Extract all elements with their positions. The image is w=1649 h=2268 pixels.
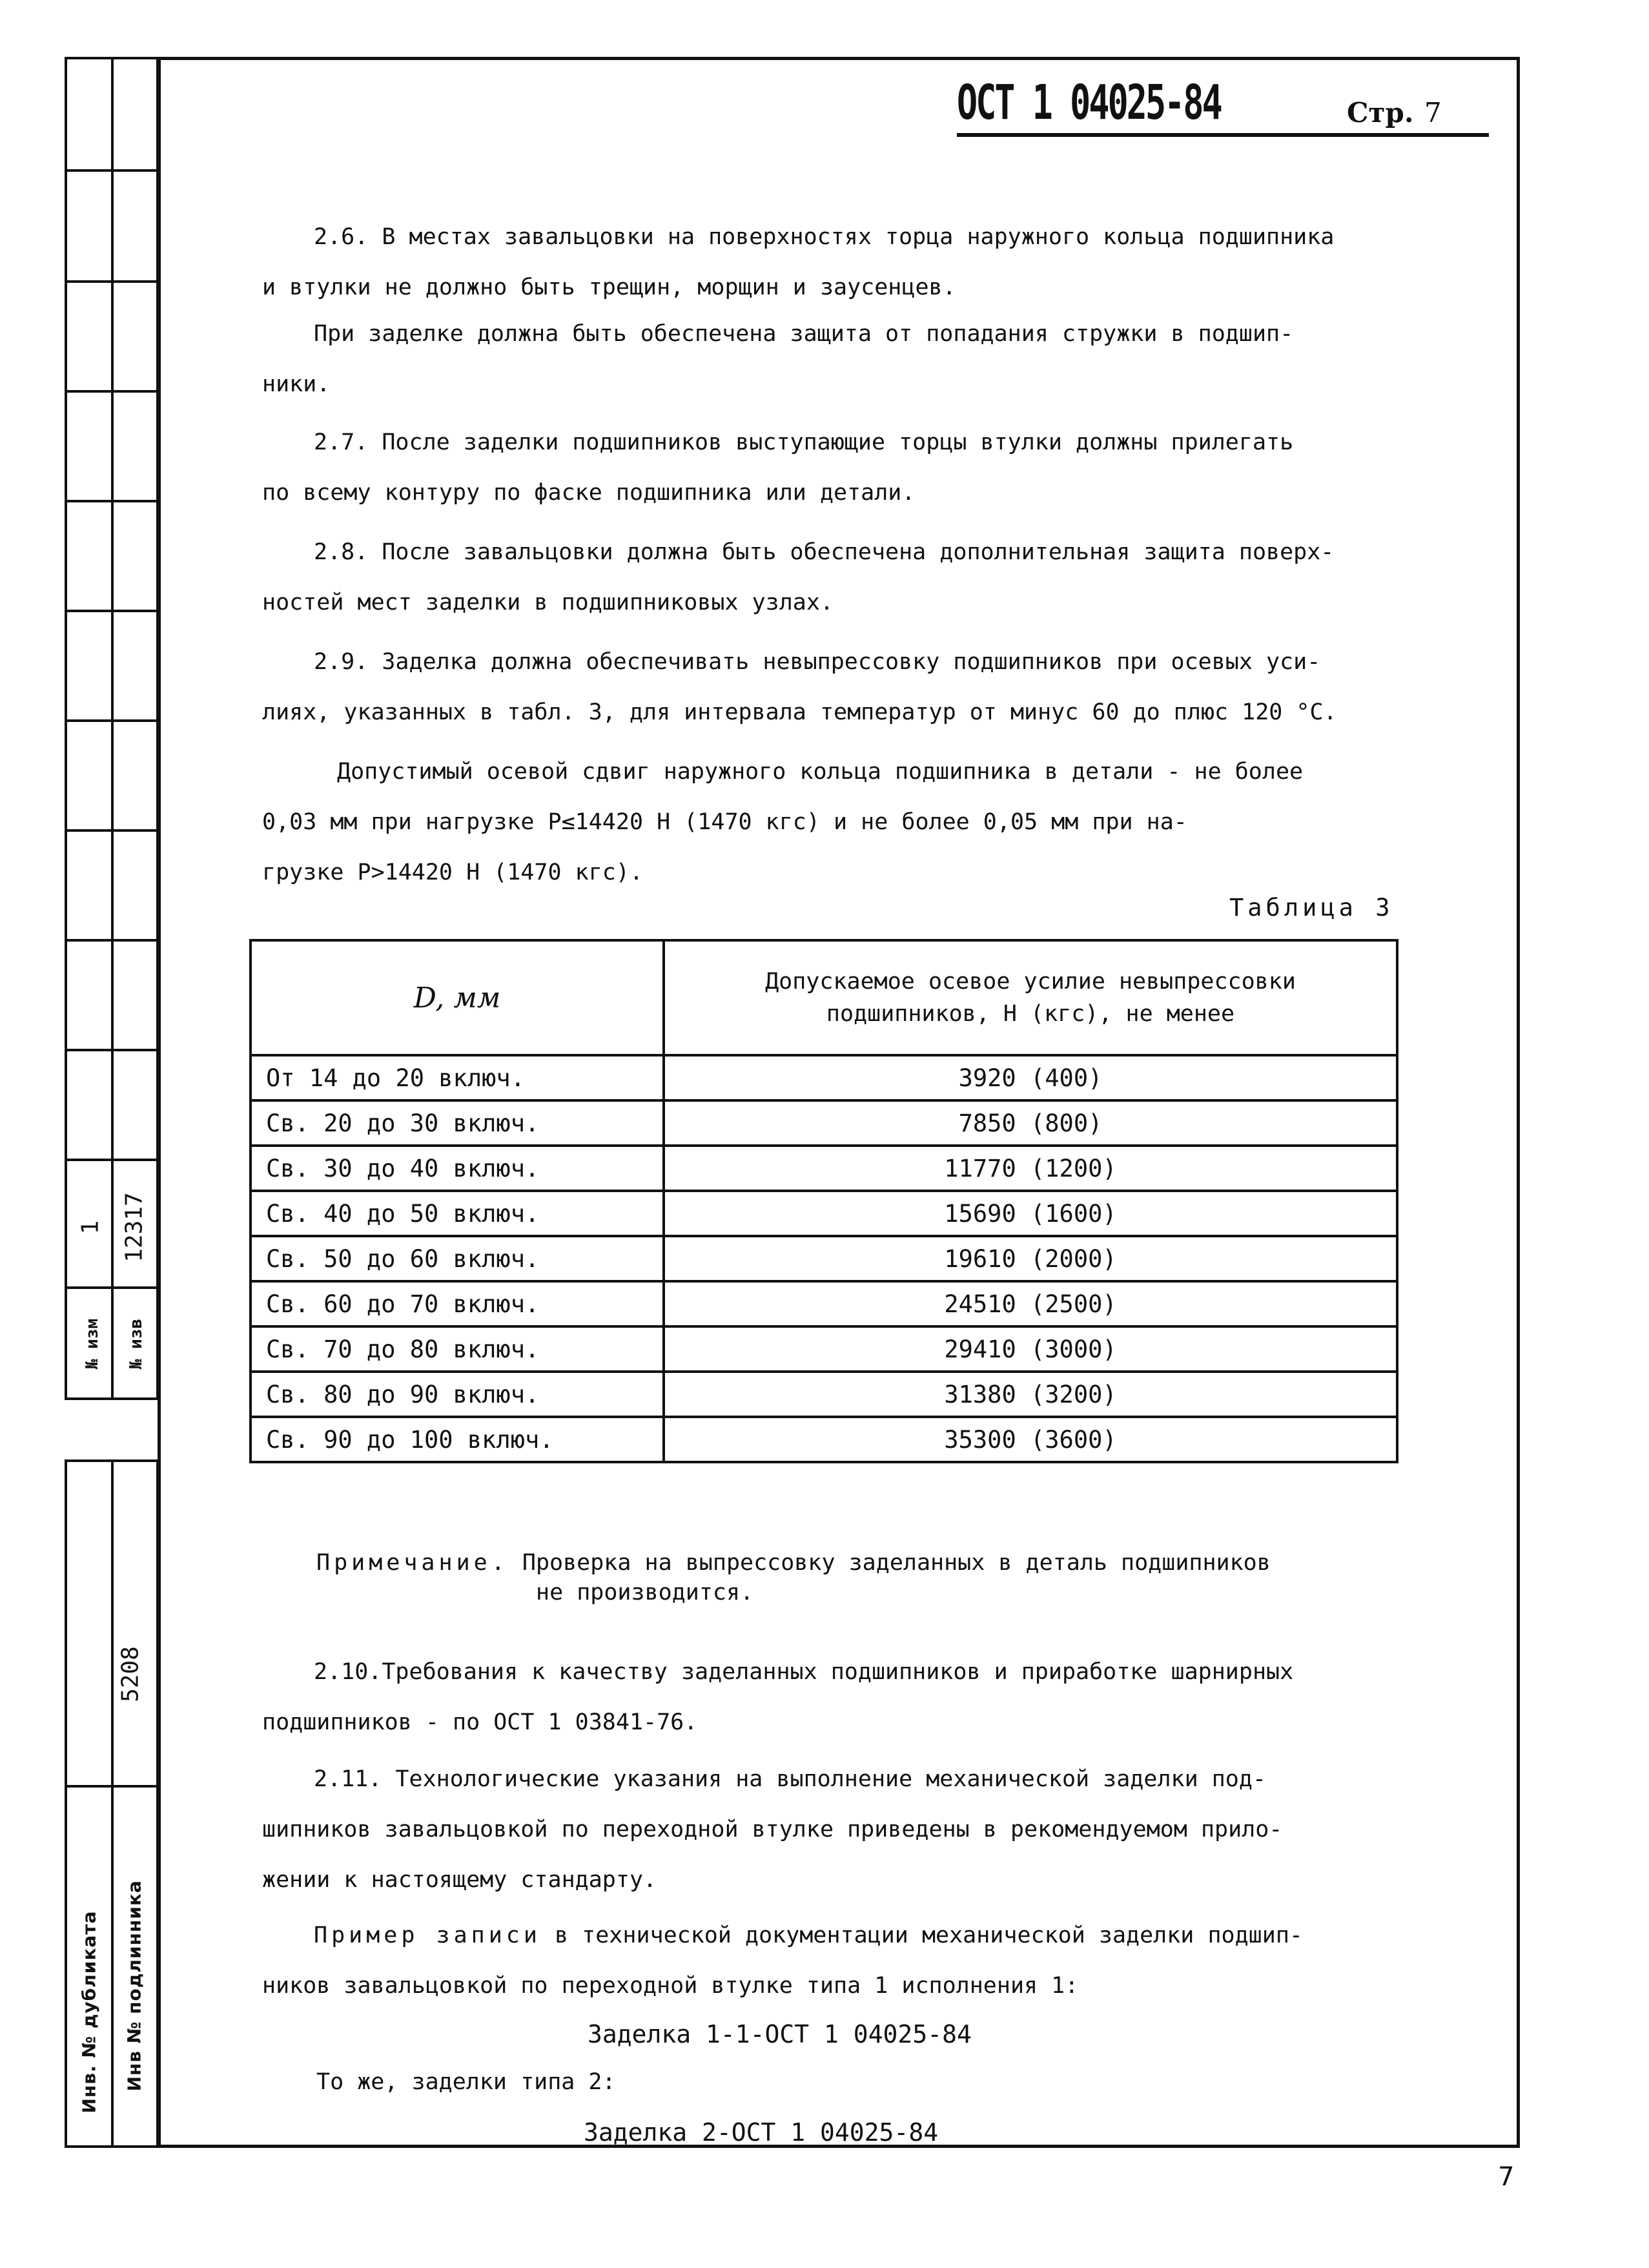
change-number-label: № изм <box>83 1318 102 1370</box>
change-number-value: 1 <box>77 1220 104 1235</box>
same-type-2-label: То же, заделки типа 2: <box>316 2069 616 2095</box>
header-rule <box>957 133 1489 137</box>
table-note-line2: не производится. <box>536 1580 754 1605</box>
table-row: Св. 20 до 30 включ. 7850 (800) <box>251 1100 1397 1146</box>
table-note: Примечание. Проверка на выпрессовку заделанных в деталь подшипников <box>316 1550 1271 1576</box>
example-code-2: Заделка 2-ОСТ 1 04025-84 <box>584 2118 939 2147</box>
original-inventory-label: Инв № подлинника <box>123 1880 145 2092</box>
paragraph-2-6-cont: При заделке должна быть обеспечена защита от попадания стружки в подшип- ники. <box>262 321 1294 397</box>
page-number: 7 <box>1424 97 1442 129</box>
table-header-diameter: D, мм <box>251 940 664 1055</box>
page-label: Стр. <box>1347 97 1414 129</box>
example-code-1: Заделка 1-1-ОСТ 1 04025-84 <box>588 2020 972 2048</box>
force-table <box>249 939 1398 1463</box>
paragraph-2-6: 2.6. В местах завальцовки на поверхностях торца наружного кольца подшипника и втулки не должно быть трещин, морщин и заусенцев. <box>262 224 1335 300</box>
table-row: Св. 40 до 50 включ. 15690 (1600) <box>251 1191 1397 1236</box>
paragraph-2-9-allowance: Допустимый осевой сдвиг наружного кольца подшипника в детали - не более 0,03 мм при нагрузке P≤14420 Н (1470 кгс) и не более 0,05 мм при на- грузке P>14420 Н (1470 кгс). <box>262 759 1304 885</box>
table-row: Св. 30 до 40 включ. 11770 (1200) <box>251 1146 1397 1191</box>
paragraph-2-9: 2.9. Заделка должна обеспечивать невыпрессовку подшипников при осевых уси- лиях, указанных в табл. 3, для интервала температур от минус 60 до плюс 120 °С. <box>262 649 1337 725</box>
table-row: Св. 70 до 80 включ. 29410 (3000) <box>251 1326 1397 1372</box>
paragraph-2-7: 2.7. После заделки подшипников выступающие торцы втулки должны прилегать по всему контуру по фаске подшипника или детали. <box>262 429 1294 506</box>
table-row: Св. 50 до 60 включ. 19610 (2000) <box>251 1236 1397 1281</box>
duplicate-inventory-value: 5208 <box>117 1646 144 1702</box>
notice-number-label: № изв <box>127 1318 146 1370</box>
table-row: Св. 80 до 90 включ. 31380 (3200) <box>251 1372 1397 1417</box>
example-paragraph: Пример записи в технической документации механической заделки подшип- ников завальцовкой по переходной втулке типа 1 исполнения 1: <box>262 1923 1303 1999</box>
paragraph-2-11: 2.11. Технологические указания на выполнение механической заделки под- шипников завальцовкой по переходной втулке приведены в рекомендуемом прило- жении к настоящему стандарту. <box>262 1766 1283 1893</box>
notice-number-value: 12317 <box>121 1192 148 1263</box>
table-row: От 14 до 20 включ. 3920 (400) <box>251 1055 1397 1100</box>
standard-designation: ОСТ 1 04025-84 <box>957 75 1221 130</box>
table-row: Св. 90 до 100 включ. 35300 (3600) <box>251 1417 1397 1462</box>
footer-page-number: 7 <box>1498 2162 1515 2192</box>
table-caption: Таблица 3 <box>1229 894 1394 922</box>
table-header-force: Допускаемое осевое усилие невыпрессовки подшипников, Н (кгс), не менее <box>664 940 1397 1055</box>
paragraph-2-10: 2.10.Требования к качеству заделанных подшипников и приработке шарнирных подшипников - по ОСТ 1 03841-76. <box>262 1659 1294 1735</box>
duplicate-inventory-label: Инв. № дубликата <box>78 1910 100 2114</box>
paragraph-2-8: 2.8. После завальцовки должна быть обеспечена дополнительная защита поверх- ностей мест заделки в подшипниковых узлах. <box>262 539 1335 615</box>
table-row: Св. 60 до 70 включ. 24510 (2500) <box>251 1281 1397 1326</box>
